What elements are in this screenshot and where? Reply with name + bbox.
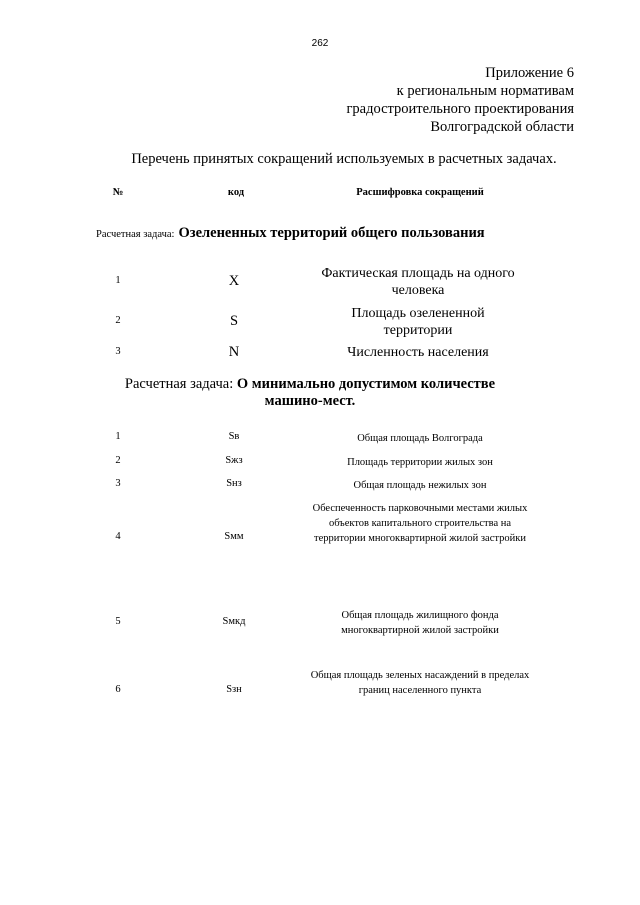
task1-heading [96, 224, 485, 242]
row-code: Sв [228, 431, 240, 442]
row-code: N [228, 344, 240, 360]
appendix-line-2: к региональным нормативам [396, 83, 574, 99]
row-description: Общая площадь Волгограда [357, 433, 483, 444]
appendix-line-3: градостроительного проектирования [346, 101, 574, 117]
row-description: Площадь озелененной территории [351, 306, 485, 338]
row-number: 2 [115, 455, 121, 466]
row-code: Sзн [226, 684, 242, 695]
header-description: Расшифровка сокращений [356, 187, 484, 198]
row-code: S [229, 313, 239, 329]
row-description: Общая площадь жилищного фонда многоквартирной жилой застройки [341, 610, 499, 636]
row-code: X [228, 273, 240, 289]
row-description: Численность населения [347, 345, 489, 360]
task1-label: Расчетная задача: [96, 229, 175, 240]
row-number: 4 [115, 531, 121, 542]
row-description: Площадь территории жилых зон [347, 457, 493, 468]
task2-heading [100, 376, 520, 410]
task2-name: О минимально допустимом количестве машино-мест. [236, 376, 496, 409]
row-code: Sнз [226, 478, 242, 489]
row-code: Sжз [225, 455, 243, 466]
row-description: Обеспеченность парковочными местами жилых объектов капитального строительства на территории многоквартирной жилой застройки [312, 503, 528, 544]
row-number: 5 [115, 616, 121, 627]
row-number: 1 [115, 431, 121, 442]
task2-label: Расчетная задача: [124, 376, 234, 392]
row-code: Sмкд [222, 616, 246, 627]
appendix-line-4: Волгоградской области [430, 119, 574, 135]
page-number: 262 [311, 38, 329, 49]
row-code: Sмм [224, 531, 244, 542]
list-title: Перечень принятых сокращений используемых в расчетных задачах. [131, 151, 557, 167]
row-description: Общая площадь зеленых насаждений в пределах границ населенного пункта [310, 670, 530, 696]
row-number: 1 [115, 275, 121, 286]
row-description: Фактическая площадь на одного человека [321, 266, 515, 298]
appendix-line-1: Приложение 6 [485, 65, 574, 81]
header-number: № [112, 187, 124, 198]
row-number: 3 [115, 346, 121, 357]
row-description: Общая площадь нежилых зон [353, 480, 487, 491]
row-number: 3 [115, 478, 121, 489]
task1-name: Озелененных территорий общего пользования [178, 225, 485, 241]
row-number: 6 [115, 684, 121, 695]
header-code: код [227, 187, 245, 198]
row-number: 2 [115, 315, 121, 326]
